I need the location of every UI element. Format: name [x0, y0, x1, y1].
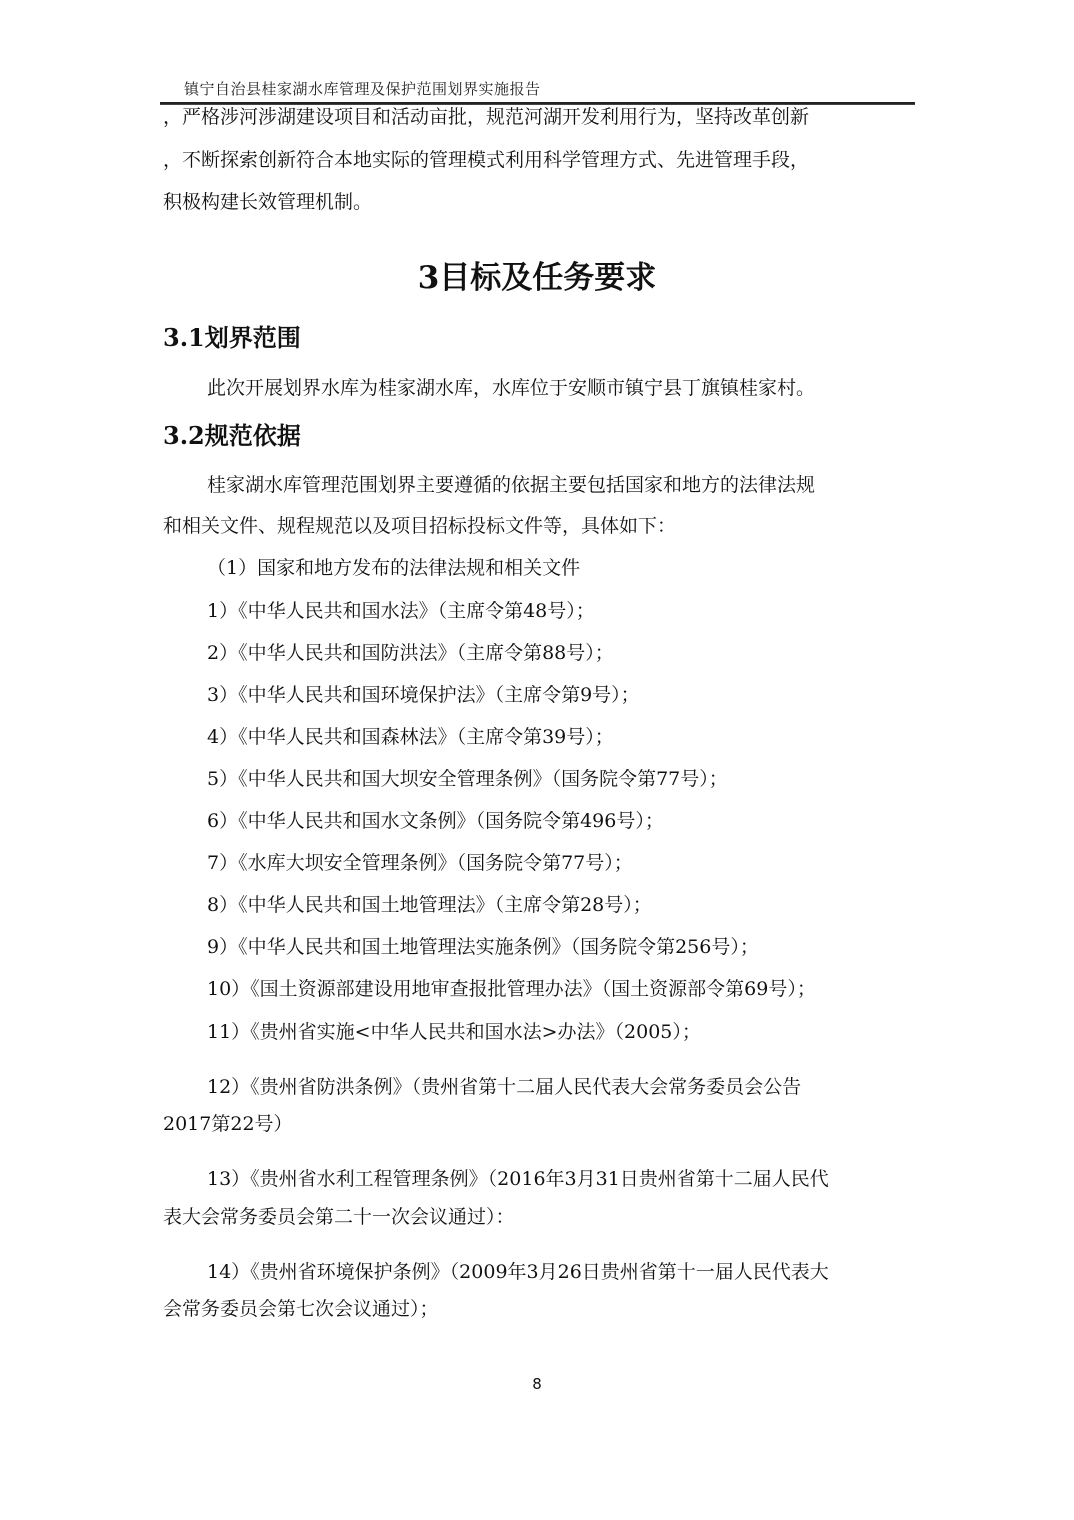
- section-3-2-para-line-2: 和相关文件、规程规范以及项目招标投标文件等，具体如下：: [163, 515, 677, 537]
- section-heading-3-2: 3.2规范依据: [163, 421, 301, 450]
- list-item-12-line-2: 2017第22号）: [163, 1113, 293, 1135]
- list-item: 2）《中华人民共和国防洪法》（主席令第88号）；: [207, 642, 614, 664]
- intro-line-3: 积极构建长效管理机制。: [163, 191, 373, 213]
- list-item: 11）《贵州省实施<中华人民共和国水法>办法》（2005）；: [207, 1021, 701, 1043]
- list-item-14-line-1: 14）《贵州省环境保护条例》（2009年3月26日贵州省第十一届人民代表大: [207, 1261, 829, 1283]
- header-title: 镇宁自治县桂家湖水库管理及保护范围划界实施报告: [184, 80, 541, 98]
- section-heading-3-1: 3.1划界范围: [163, 323, 301, 352]
- list-item: 3）《中华人民共和国环境保护法》（主席令第9号）；: [207, 684, 640, 706]
- list-item: 1）《中华人民共和国水法》（主席令第48号）；: [207, 600, 595, 622]
- list-item-14-line-2: 会常务委员会第七次会议通过）；: [163, 1298, 439, 1320]
- list-item-13-line-1: 13）《贵州省水利工程管理条例》（2016年3月31日贵州省第十二届人民代: [207, 1168, 829, 1190]
- intro-line-1: ，严格涉河涉湖建设项目和活动亩批，规范河湖开发利用行为，坚持改革创新: [163, 106, 810, 128]
- list-item-13-line-2: 表大会常务委员会第二十一次会议通过）：: [163, 1206, 515, 1228]
- list-item: 9）《中华人民共和国土地管理法实施条例》（国务院令第256号）；: [207, 936, 759, 958]
- section-3-2-subheading: （1）国家和地方发布的法律法规和相关文件: [207, 557, 581, 579]
- chapter-title: 3目标及任务要求: [417, 260, 657, 296]
- list-item: 5）《中华人民共和国大坝安全管理条例》（国务院令第77号）；: [207, 768, 728, 790]
- page-number: 8: [532, 1375, 542, 1393]
- page-header: [160, 76, 915, 104]
- list-item: 7）《水库大坝安全管理条例》（国务院令第77号）；: [207, 852, 633, 874]
- section-3-2-para-line-1: 桂家湖水库管理范围划界主要遵循的依据主要包括国家和地方的法律法规: [207, 474, 816, 496]
- section-3-1-text: 此次开展划界水库为桂家湖水库，水库位于安顺市镇宁县丁旗镇桂家村。: [207, 377, 816, 399]
- list-item: 10）《国土资源部建设用地审查报批管理办法》（国土资源部令第69号）；: [207, 978, 816, 1000]
- list-item-12-line-1: 12）《贵州省防洪条例》（贵州省第十二届人民代表大会常务委员会公告: [207, 1076, 802, 1098]
- intro-line-2: ，不断探索创新符合本地实际的管理模式利用科学管理方式、先进管理手段，: [163, 149, 810, 171]
- list-item: 4）《中华人民共和国森林法》（主席令第39号）；: [207, 726, 614, 748]
- list-item: 6）《中华人民共和国水文条例》（国务院令第496号）；: [207, 810, 664, 832]
- list-item: 8）《中华人民共和国土地管理法》（主席令第28号）；: [207, 894, 652, 916]
